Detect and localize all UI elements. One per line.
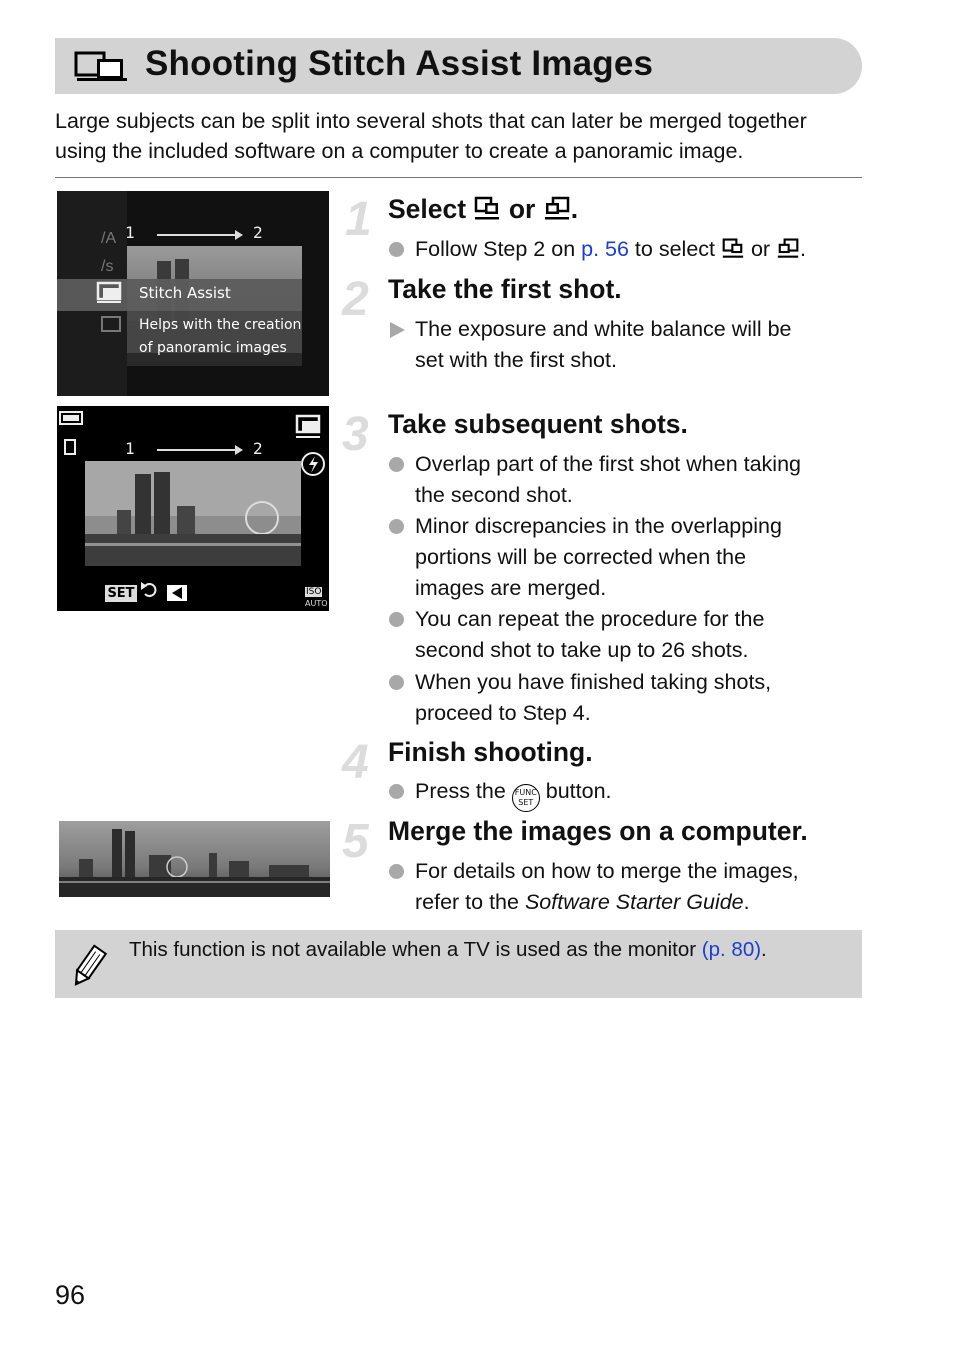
shooting-screen-art xyxy=(57,406,329,611)
step-3-bullet-4 xyxy=(388,667,858,729)
step-3-bullet-3-line-2: second shot to take up to 26 shots. xyxy=(415,638,749,662)
step-3-title: Take subsequent shots. xyxy=(388,409,688,439)
svg-text:/A: /A xyxy=(101,230,117,247)
set-label: SET xyxy=(518,798,534,807)
stitch-assist-icon xyxy=(73,51,131,83)
step-4-title: Finish shooting. xyxy=(388,737,593,767)
step-5-bullet xyxy=(388,856,858,918)
bullet-dot-icon xyxy=(389,457,404,472)
step-3-bullet-1-line-2: the second shot. xyxy=(415,483,573,507)
bullet-dot-icon xyxy=(389,242,404,257)
intro-paragraph xyxy=(55,106,865,166)
divider xyxy=(55,177,862,178)
step-1-bullet-end: . xyxy=(800,237,807,261)
shot-label-2: 2 xyxy=(253,439,263,458)
step-1-title-end: . xyxy=(570,194,579,224)
step-5-bullet-line-2 xyxy=(415,887,858,918)
step-3-bullet-4-line-2: proceed to Step 4. xyxy=(415,701,591,725)
iso-bottom-label: AUTO xyxy=(305,599,328,608)
step-3-bullet-2 xyxy=(388,511,858,604)
step-1-title xyxy=(388,194,578,225)
shot-label-1: 1 xyxy=(125,223,135,242)
shot-label-2: 2 xyxy=(253,223,263,242)
bullet-dot-icon xyxy=(389,675,404,690)
step-3-bullet-3 xyxy=(388,604,858,666)
step-2-result-line-2: set with the first shot. xyxy=(415,348,617,372)
bullet-dot-icon xyxy=(389,519,404,534)
bullet-dot-icon xyxy=(389,864,404,879)
step-2-title: Take the first shot. xyxy=(388,274,622,304)
step-2-result-line-1: The exposure and white balance will be xyxy=(415,317,792,341)
note-end: . xyxy=(761,938,767,961)
bullet-dot-icon xyxy=(389,612,404,627)
step-1-title-select: Select xyxy=(388,194,467,224)
menu-description-2: of panoramic images xyxy=(139,340,287,356)
stitch-left-to-right-icon xyxy=(721,237,745,259)
step-3-bullet-2-line-3: images are merged. xyxy=(415,576,607,600)
menu-description-1: Helps with the creation xyxy=(139,317,302,333)
camera-menu-screenshot xyxy=(57,191,329,396)
step-4-bullet-text-b: button. xyxy=(539,779,612,803)
intro-line-2: using the included software on a computer to create a panoramic image. xyxy=(55,139,744,163)
note-text xyxy=(129,938,767,962)
intro-line-1: Large subjects can be split into several shots that can later be merged together xyxy=(55,109,807,133)
software-starter-guide-title: Software Starter Guide xyxy=(524,890,744,914)
result-arrow-icon xyxy=(390,322,405,338)
step-5-text-a: refer to the xyxy=(415,890,525,914)
step-5-title: Merge the images on a computer. xyxy=(388,816,808,846)
step-1-number: 1 xyxy=(345,193,372,246)
step-3-bullet-4-line-1: When you have finished taking shots, xyxy=(415,670,772,694)
note-box xyxy=(55,930,862,998)
svg-text:/s: /s xyxy=(101,258,114,275)
step-4-bullet xyxy=(388,776,858,812)
page-title: Shooting Stitch Assist Images xyxy=(145,44,654,83)
stitch-right-to-left-icon xyxy=(776,237,800,259)
step-4-bullet-text-a: Press the xyxy=(415,779,512,803)
shot-label-1: 1 xyxy=(125,439,135,458)
stitch-right-to-left-icon xyxy=(543,195,571,221)
step-3-number: 3 xyxy=(342,408,369,461)
page-number: 96 xyxy=(55,1280,86,1310)
note-body: This function is not available when a TV is used as the monitor xyxy=(129,938,702,961)
step-1-title-or: or xyxy=(508,194,536,224)
set-button-label: SET xyxy=(105,585,137,602)
bullet-dot-icon xyxy=(389,784,404,799)
step-1-bullet-text-b: to select xyxy=(628,237,721,261)
step-2-result xyxy=(388,314,858,376)
step-5-bullet-line-1: For details on how to merge the images, xyxy=(415,859,799,883)
step-3-bullet-1 xyxy=(388,449,858,511)
step-3-bullet-2-line-2: portions will be corrected when the xyxy=(415,545,747,569)
step-2-number: 2 xyxy=(342,273,369,326)
iso-top-label: ISO xyxy=(306,587,322,597)
panorama-art xyxy=(59,821,330,897)
step-1-bullet-text-c: or xyxy=(744,237,777,261)
step-5-number: 5 xyxy=(342,815,369,868)
step-5-text-end: . xyxy=(743,890,750,914)
panorama-photo xyxy=(59,821,330,897)
step-3-bullet-3-line-1: You can repeat the procedure for the xyxy=(415,607,765,631)
camera-shooting-screenshot xyxy=(57,406,329,611)
page-56-link[interactable]: p. 56 xyxy=(581,237,629,261)
step-1-bullet xyxy=(388,234,858,265)
func-label: FUNC xyxy=(514,788,537,797)
stitch-left-to-right-icon xyxy=(473,195,501,221)
step-3-bullet-1-line-1: Overlap part of the first shot when taking xyxy=(415,452,802,476)
step-1-bullet-text-a: Follow Step 2 on xyxy=(415,237,582,261)
pencil-icon xyxy=(68,944,108,990)
step-3-bullet-2-line-1: Minor discrepancies in the overlapping xyxy=(415,514,782,538)
menu-item-stitch-assist: Stitch Assist xyxy=(139,284,231,302)
page-80-link[interactable]: (p. 80) xyxy=(701,938,762,961)
title-bar xyxy=(55,38,862,94)
step-4-number: 4 xyxy=(342,736,369,789)
func-set-button-icon xyxy=(512,784,540,812)
